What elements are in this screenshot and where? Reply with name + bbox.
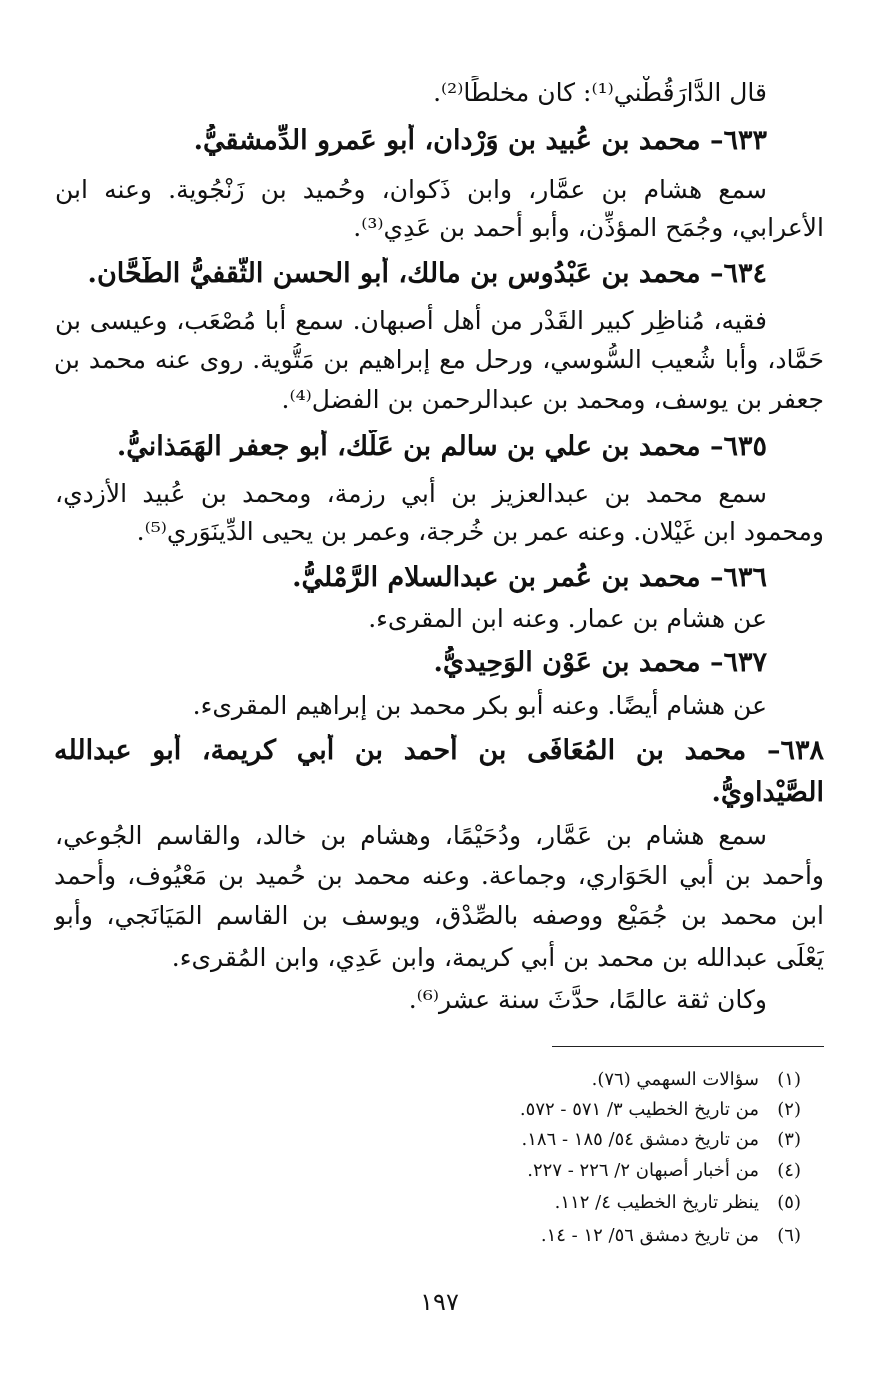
entry-heading-638: ٦٣٨– محمد بن المُعَافَى بن أحمد بن أبي كريمة، أبو عبدالله	[54, 735, 824, 766]
text-line: وأحمد بن أبي الحَوَاري، وجماعة. وعنه محمد بن حُميد بن مَعْيُوف، وأحمد	[54, 861, 824, 890]
footnote	[101, 1223, 801, 1249]
text-line: عن هشام بن عمار. وعنه ابن المقرىء.	[368, 604, 767, 633]
page-number: ١٩٧	[420, 1288, 459, 1316]
text-line: سمع محمد بن عبدالعزيز بن أبي رزمة، ومحمد بن عُبيد الأزدي،	[55, 479, 767, 508]
footnote	[101, 1127, 801, 1153]
text-line: سمع هشام بن عَمَّار، ودُحَيْمًا، وهشام بن خالد، والقاسم الجُوعي،	[55, 821, 767, 850]
text-line: الأعرابي، وجُمَح المؤذِّن، وأبو أحمد بن عَدِي⁽³⁾.	[353, 213, 824, 242]
footnote-number: (٢)	[777, 1099, 801, 1120]
text-line: سمع هشام بن عمَّار، وابن ذَكوان، وحُميد بن زَنْجُوية. وعنه ابن	[55, 175, 767, 204]
text-line: جعفر بن يوسف، ومحمد بن عبدالرحمن بن الفضل⁽⁴⁾.	[281, 385, 824, 414]
entry-heading-633: ٦٣٣– محمد بن عُبيد بن وَرْدان، أبو عَمرو الدِّمشقيُّ.	[193, 125, 767, 156]
footnote-text: سؤالات السهمي (٧٦).	[591, 1069, 759, 1090]
footnote-number: (٤)	[777, 1160, 801, 1181]
text-line: يَعْلَى عبدالله بن محمد بن أبي كريمة، وابن عَدِي، وابن المُقرىء.	[171, 943, 824, 972]
entry-heading-636: ٦٣٦– محمد بن عُمر بن عبدالسلام الرَّمْليُّ.	[292, 562, 767, 593]
footnote-number: (٥)	[777, 1192, 801, 1213]
text-line: ابن محمد بن جُمَيْع ووصفه بالصِّدْق، ويوسف بن القاسم المَيَانَجي، وأبو	[54, 901, 824, 930]
footnote-text: من أخبار أصبهان ٢/ ٢٢٦ - ٢٢٧.	[527, 1160, 759, 1181]
footnote-text: من تاريخ الخطيب ٣/ ٥٧١ - ٥٧٢.	[519, 1099, 759, 1120]
entry-heading-634: ٦٣٤– محمد بن عَبْدُوس بن مالك، أبو الحسن الثَّقفيُّ الطَّحَّان.	[87, 258, 767, 289]
footnote-text: ينظر تاريخ الخطيب ٤/ ١١٢.	[554, 1192, 759, 1213]
footnote	[101, 1067, 801, 1093]
footnote-number: (١)	[777, 1069, 801, 1090]
text-line: ومحمود ابن غَيْلان. وعنه عمر بن خُرجة، وعمر بن يحيى الدِّينَوَري⁽⁵⁾.	[136, 517, 824, 546]
footnote-text: من تاريخ دمشق ٥٦/ ١٢ - ١٤.	[540, 1225, 759, 1246]
footnote-number: (٣)	[777, 1129, 801, 1150]
text-line: عن هشام أيضًا. وعنه أبو بكر محمد بن إبراهيم المقرىء.	[192, 691, 767, 720]
entry-heading-635: ٦٣٥– محمد بن علي بن سالم بن عَلَّك، أبو جعفر الهَمَذانيُّ.	[116, 431, 767, 462]
footnote	[101, 1190, 801, 1216]
footnote-text: من تاريخ دمشق ٥٤/ ١٨٥ - ١٨٦.	[521, 1129, 759, 1150]
entry-heading-637: ٦٣٧– محمد بن عَوْن الوَحِيديُّ.	[433, 647, 767, 678]
footnote-separator	[552, 1046, 824, 1047]
footnote-number: (٦)	[777, 1225, 801, 1246]
text-line: قال الدَّارَقُطْني⁽¹⁾: كان مخلطًا⁽²⁾.	[433, 78, 767, 107]
text-line: فقيه، مُناظِر كبير القَدْر من أهل أصبهان. سمع أبا مُصْعَب، وعيسى بن	[55, 306, 767, 335]
entry-heading-638-cont: الصَّيْداويُّ.	[711, 777, 824, 808]
text-line: حَمَّاد، وأبا شُعيب السُّوسي، ورحل مع إبراهيم بن مَتُّوية. روى عنه محمد بن	[54, 345, 824, 374]
footnote	[101, 1097, 801, 1123]
footnote	[101, 1158, 801, 1184]
text-line: وكان ثقة عالمًا، حدَّثَ سنة عشر⁽⁶⁾.	[408, 985, 767, 1014]
